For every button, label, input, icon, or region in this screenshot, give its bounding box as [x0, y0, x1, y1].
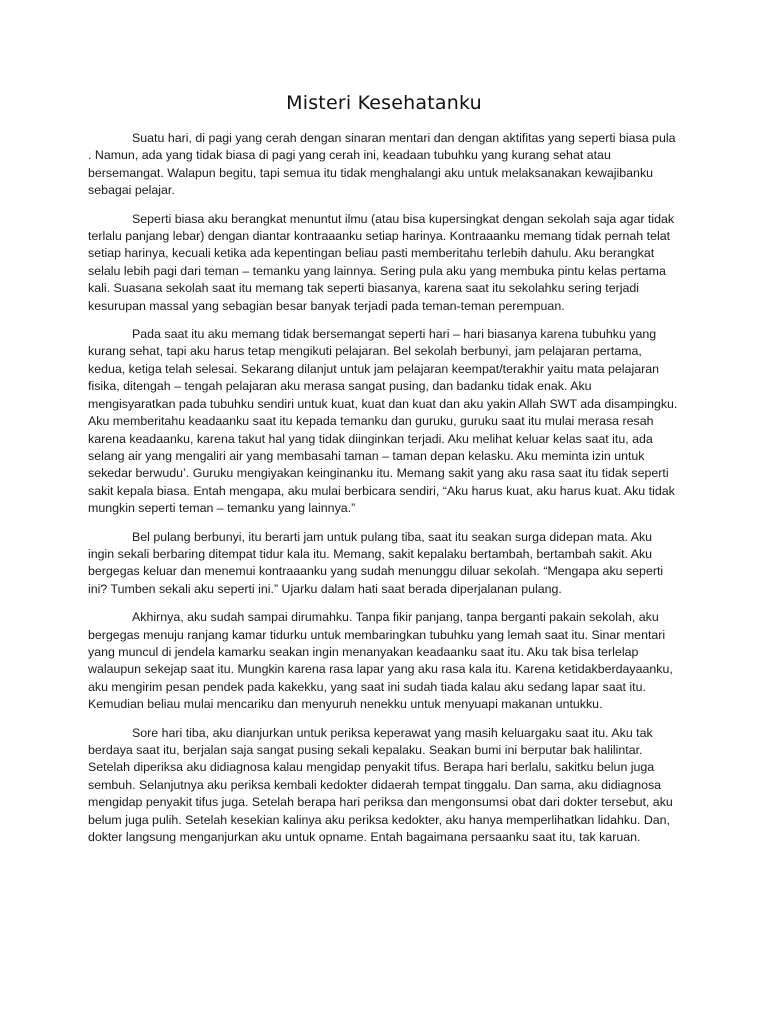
document-page	[88, 92, 680, 857]
document-title: Misteri Kesehatanku	[286, 92, 482, 114]
paragraph-5: Akhirnya, aku sudah sampai dirumahku. Tanpa fikir panjang, tanpa berganti pakain sekolah, aku bergegas menuju ranjang kamar tidurku untuk membaringkan tubuhku yang lemah saat itu. Sinar mentari yang muncul di jendela kamarku seakan ingin menanyakan keadaanku saat itu. Aku tak bisa terlelap walaupun sekejap saat itu. Mungkin karena rasa lapar yang aku rasa kala itu. Karena ketidakberdayaanku, aku mengirim pesan pendek pada kakekku, yang saat ini sudah tiada kalau aku sedang lapar saat itu. Kemudian beliau mulai mencariku dan menyuruh nenekku untuk menyuapi makanan untukku.	[88, 610, 673, 712]
paragraph-3: Pada saat itu aku memang tidak bersemangat seperti hari – hari biasanya karena tubuhku yang kurang sehat, tapi aku harus tetap mengikuti pelajaran. Bel sekolah berbunyi, jam pelajaran pertama, kedua, ketiga telah selesai. Sekarang dilanjut untuk jam pelajaran keempat/terakhir yaitu mata pelajaran fisika, ditengah – tengah pelajaran aku merasa sangat pusing, dan badanku tidak enak. Aku mengisyaratkan pada tubuhku sendiri untuk kuat, kuat dan kuat dan aku yakin Allah SWT ada disampingku. Aku memberitahu keadaanku saat itu kepada temanku dan guruku, guruku saat itu mulai merasa resah karena keadaanku, karena takut hal yang tidak diinginkan terjadi. Aku melihat keluar kelas saat itu, ada selang air yang mengaliri air yang membasahi taman – taman depan kelasku. Aku meminta izin untuk sekedar berwudu’. Guruku mengiyakan keinginanku itu. Memang sakit yang aku rasa saat itu tidak seperti sakit kepala biasa. Entah mengapa, aku mulai berbicara sendiri, “Aku harus kuat, aku harus kuat. Aku tidak mungkin seperti teman – temanku yang lainnya.”	[88, 327, 678, 516]
paragraph-1: Suatu hari, di pagi yang cerah dengan sinaran mentari dan dengan aktifitas yang seperti biasa pula . Namun, ada yang tidak biasa di pagi yang cerah ini, keadaan tubuhku yang kurang sehat atau bersemangat. Walapun begitu, tapi semua itu tidak menghalangi aku untuk melaksanakan kewajibanku sebagai pelajar.	[88, 131, 676, 198]
paragraph-4: Bel pulang berbunyi, itu berarti jam untuk pulang tiba, saat itu seakan surga didepan mata. Aku ingin sekali berbaring ditempat tidur kala itu. Memang, sakit kepalaku bertambah, bertambah sakit. Aku bergegas keluar dan menemui kontraaanku yang sudah menunggu diluar sekolah. “Mengapa aku seperti ini? Tumben sekali aku seperti ini.” Ujarku dalam hati saat berada diperjalanan pulang.	[88, 529, 664, 596]
paragraph-6: Sore hari tiba, aku dianjurkan untuk periksa keperawat yang masih keluargaku saat itu. Aku tak berdaya saat itu, berjalan saja sangat pusing sekali kepalaku. Seakan bumi ini berputar bak halilintar. Setelah diperiksa aku didiagnosa kalau mengidap penyakit tifus. Berapa hari berlalu, sakitku belun juga sembuh. Selanjutnya aku periksa kembali kedokter didaerah tempat tinggalu. Dan sama, aku didiagnosa mengidap penyakit tifus juga. Setelah berapa hari periksa dan mengonsumsi obat dari dokter tersebut, aku belum juga pulih. Setelah kesekian kalinya aku periksa kedokter, aku hanya memperlihatkan lidahku. Dan, dokter langsung menganjurkan aku untuk opname. Entah bagaimana persaanku saat itu, tak karuan.	[88, 725, 673, 845]
paragraph-2: Seperti biasa aku berangkat menuntut ilmu (atau bisa kupersingkat dengan sekolah saja agar tidak terlalu panjang lebar) dengan diantar kontraaanku setiap harinya. Kontraaanku memang tidak pernah telat setiap harinya, kecuali ketika ada kepentingan beliau pasti memberitahu terlebih dahulu. Aku berangkat selalu lebih pagi dari teman – temanku yang lainnya. Sering pula aku yang membuka pintu kelas pertama kali. Suasana sekolah saat itu memang tak seperti biasanya, karena saat itu sekolahku sering terjadi kesurupan massal yang sebagian besar banyak terjadi pada teman-teman perempuan.	[88, 211, 675, 313]
